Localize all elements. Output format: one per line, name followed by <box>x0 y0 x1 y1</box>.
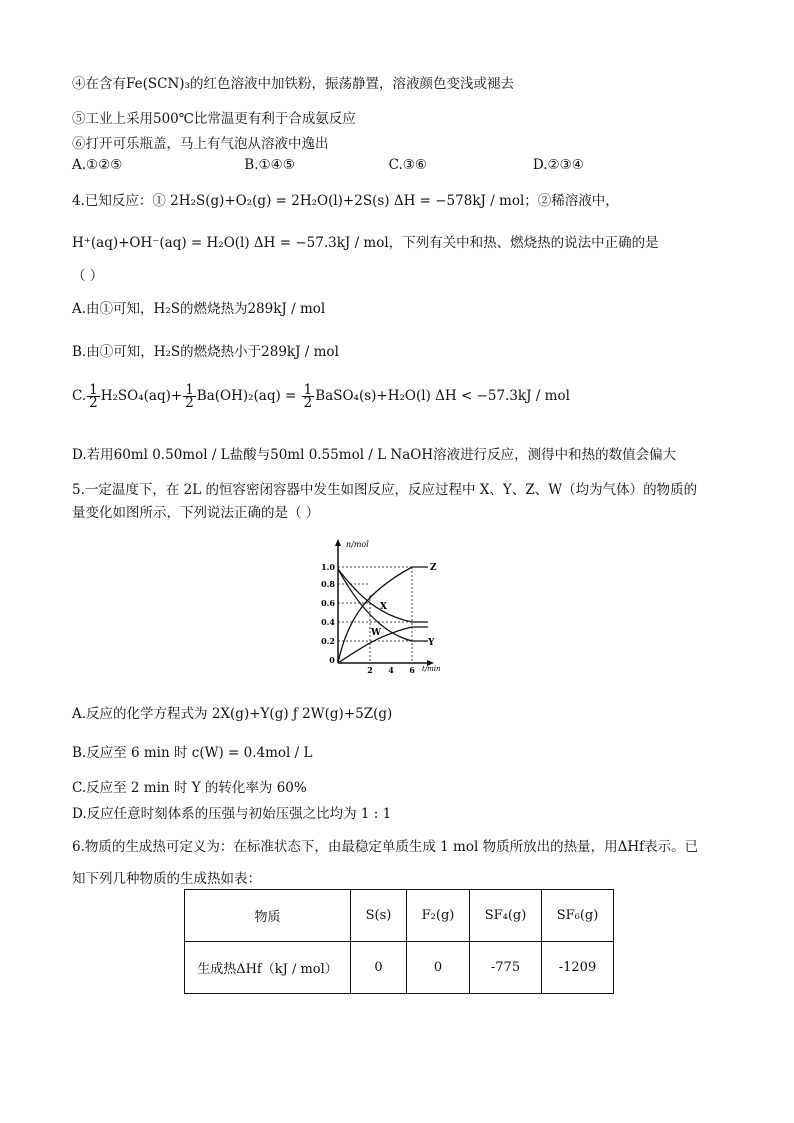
q4-option-c: C. $\frac{1}{2}$ H₂SO₄(aq)+ $\frac{1}{2}$ Ba(OH)₂(aq) = $\frac{1}{2}$ BaSO₄(s)+H₂O(l) ΔH < −57.3kJ / mol <box>72 382 570 411</box>
curve-label-w: W <box>371 628 382 638</box>
amount-time-graph <box>318 535 442 685</box>
curve-z <box>338 567 428 663</box>
curve-w <box>338 627 428 663</box>
q4-answer-parens: （ ） <box>72 268 104 284</box>
y-tick-0.4: 0.4 <box>321 617 335 627</box>
table-header-cell: SF₆(g) <box>542 890 614 942</box>
x-axis-label: t/min <box>422 665 441 673</box>
table-header-row <box>185 890 614 942</box>
q5-stem-line1: 5.一定温度下，在 2L 的恒容密闭容器中发生如图反应，反应过程中 X、Y、Z、W（均为气体）的物质的 <box>72 482 698 498</box>
table-header-cell: S(s) <box>351 890 407 942</box>
y-tick-1.0: 1.0 <box>321 562 335 572</box>
y-tick-0.6: 0.6 <box>321 598 335 608</box>
table-row <box>185 942 614 994</box>
q3-statement-4: ④在含有Fe(SCN)₃的红色溶液中加铁粉，振荡静置，溶液颜色变浅或褪去 <box>72 76 514 92</box>
q5-option-a: A.反应的化学方程式为 2X(g)+Y(g) ƒ 2W(g)+5Z(g) <box>72 706 393 722</box>
q6-stem-line2: 知下列几种物质的生成热如表： <box>72 871 261 887</box>
q3-option-c: C.③⑥ <box>388 157 427 173</box>
q4-stem-line2: H⁺(aq)+OH⁻(aq) = H₂O(l) ΔH = −57.3kJ / mol，下列有关中和热、燃烧热的说法中正确的是 <box>72 235 659 251</box>
table-header-cell: SF₄(g) <box>470 890 542 942</box>
curve-x <box>338 569 428 622</box>
table-cell: 生成热ΔHf（kJ / mol） <box>185 942 351 994</box>
q3-option-d: D.②③④ <box>532 157 584 173</box>
formation-heat-table <box>184 889 614 994</box>
q3-statement-5: ⑤工业上采用500℃比常温更有利于合成氨反应 <box>72 111 356 127</box>
q5-option-b: B.反应至 6 min 时 c(W) = 0.4mol / L <box>72 745 313 761</box>
x-tick-6: 6 <box>409 665 415 675</box>
x-tick-0: 0 <box>329 655 335 665</box>
table-cell: -775 <box>470 942 542 994</box>
q4-option-a: A.由①可知，H₂S的燃烧热为289kJ / mol <box>72 301 326 317</box>
curve-label-y: Y <box>428 638 435 648</box>
q4-option-d: D.若用60ml 0.50mol / L盐酸与50ml 0.55mol / L NaOH溶液进行反应，测得中和热的数值会偏大 <box>72 447 677 463</box>
y-tick-0.2: 0.2 <box>321 636 335 646</box>
q3-options <box>72 157 584 173</box>
table-header-cell: 物质 <box>185 890 351 942</box>
q3-option-b: B.①④⑤ <box>244 157 295 173</box>
table-cell: -1209 <box>542 942 614 994</box>
q3-statement-6: ⑥打开可乐瓶盖，马上有气泡从溶液中逸出 <box>72 136 329 152</box>
table-header-cell: F₂(g) <box>407 890 470 942</box>
q5-option-c: C.反应至 2 min 时 Y 的转化率为 60% <box>72 780 307 796</box>
table-cell: 0 <box>407 942 470 994</box>
curve-label-x: X <box>380 602 387 612</box>
q3-option-a: A.①②⑤ <box>72 157 123 173</box>
q5-option-d: D.反应任意时刻体系的压强与初始压强之比均为 1 : 1 <box>72 806 392 822</box>
q6-stem-line1: 6.物质的生成热可定义为：在标准状态下，由最稳定单质生成 1 mol 物质所放出的热量，用ΔHf表示。已 <box>72 839 699 855</box>
x-tick-2: 2 <box>367 665 373 675</box>
curve-label-z: Z <box>430 563 437 573</box>
q4-option-b: B.由①可知，H₂S的燃烧热小于289kJ / mol <box>72 344 339 360</box>
q4-stem-line1: 4.已知反应：① 2H₂S(g)+O₂(g) = 2H₂O(l)+2S(s) ΔH = −578kJ / mol；②稀溶液中， <box>72 193 619 209</box>
y-axis-label: n/mol <box>346 540 369 549</box>
x-tick-4: 4 <box>388 665 394 675</box>
table-cell: 0 <box>351 942 407 994</box>
q5-stem-line2: 量变化如图所示，下列说法正确的是（ ） <box>72 505 320 521</box>
y-tick-0.8: 0.8 <box>321 579 335 589</box>
